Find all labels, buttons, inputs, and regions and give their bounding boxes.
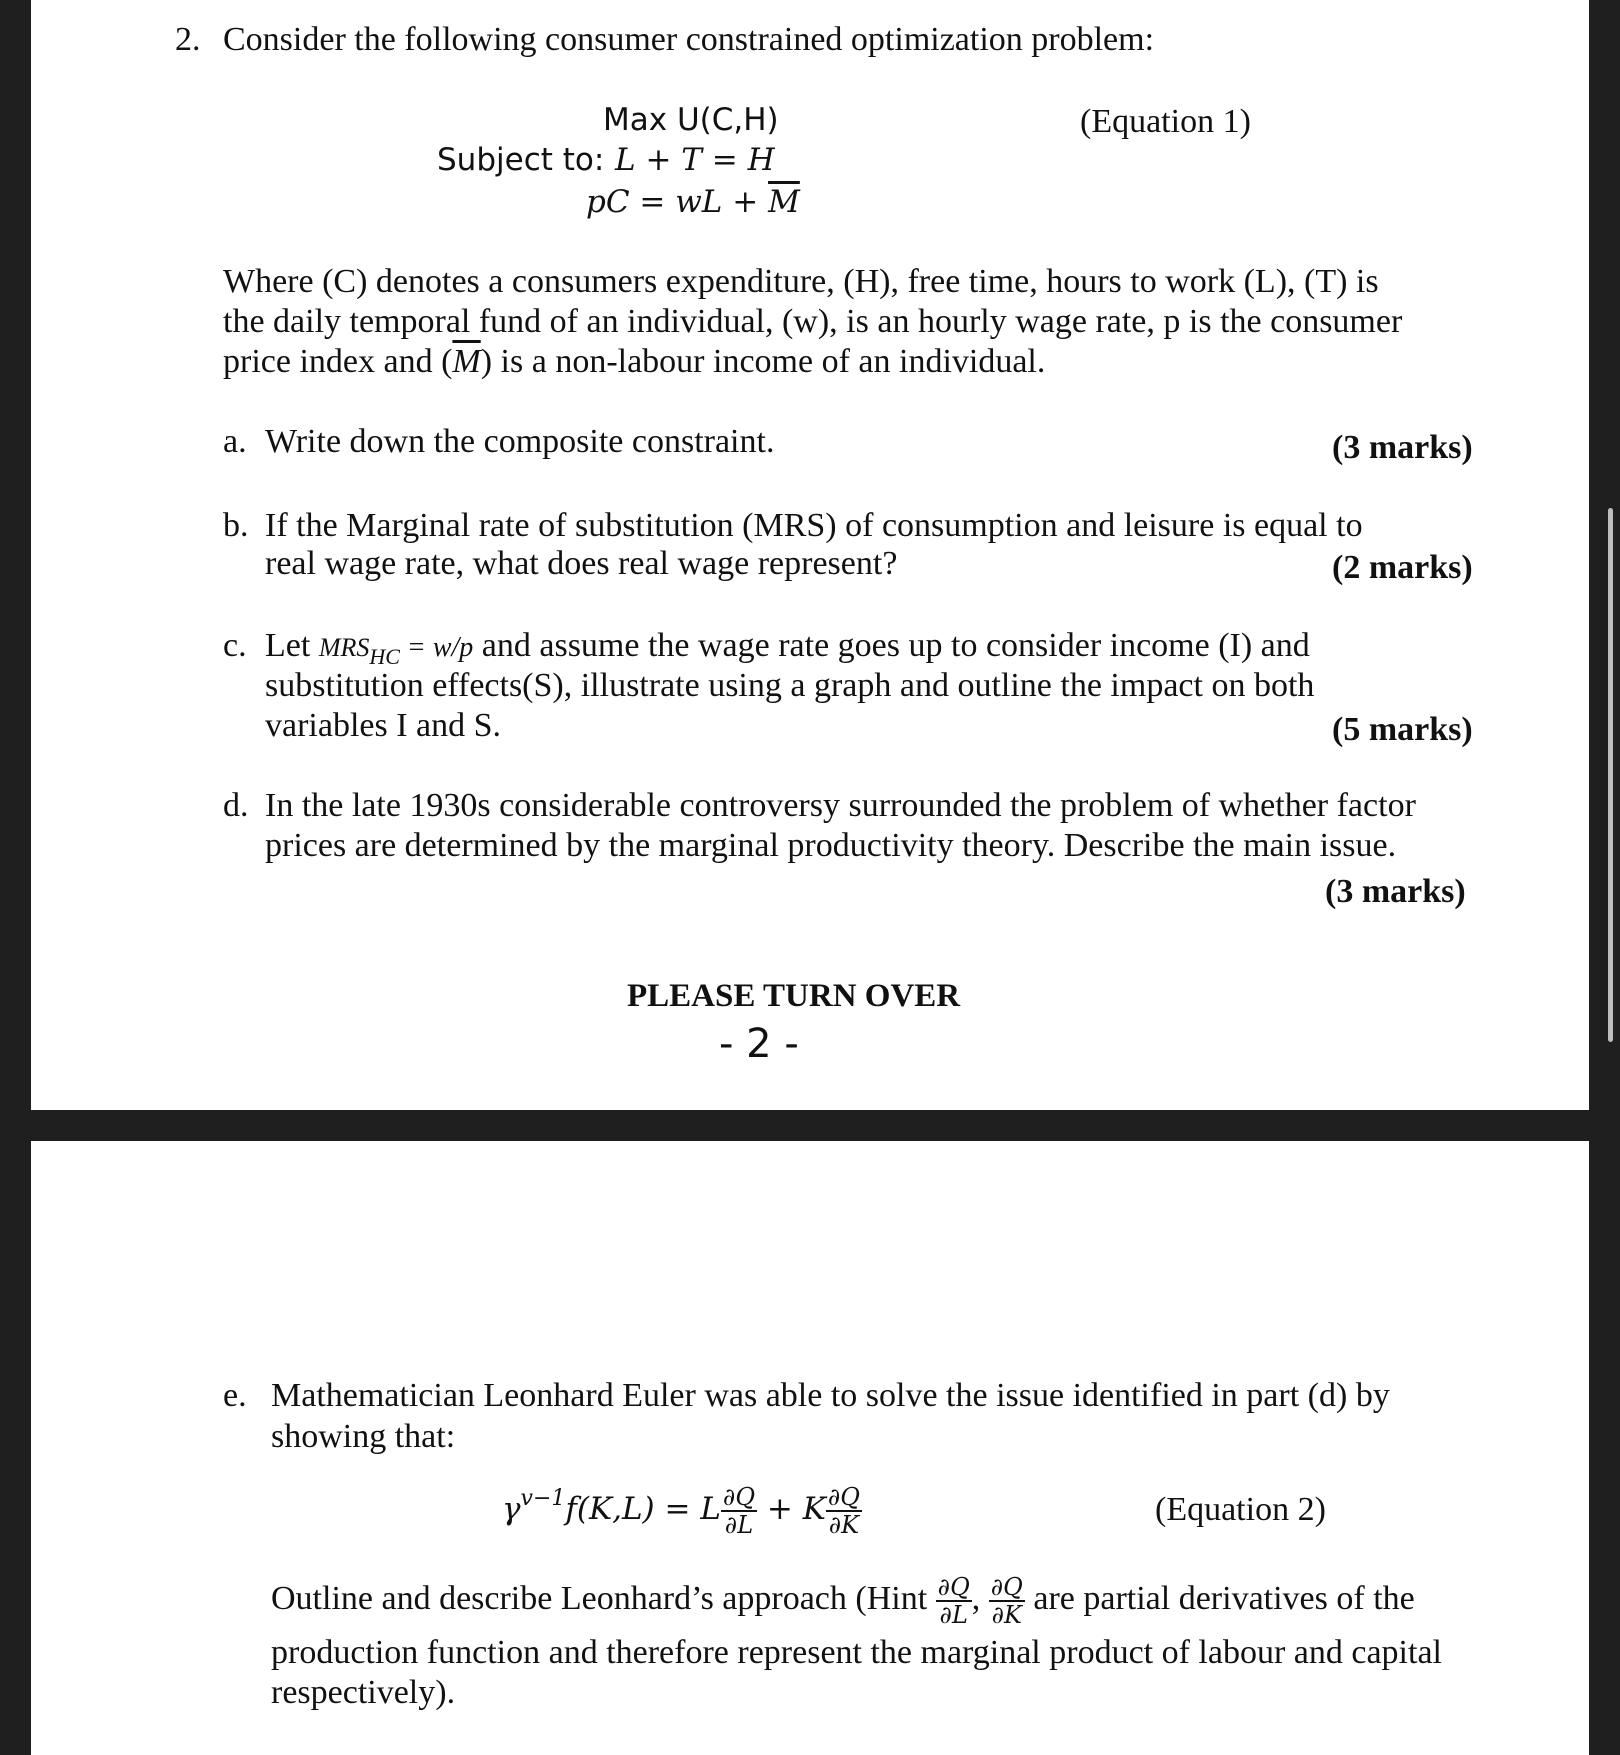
part-d-letter: d. [223, 787, 249, 824]
part-e-line-1: Mathematician Leonhard Euler was able to solve the issue identified in part (d) by [271, 1377, 1390, 1414]
constraint-time: L + T = H [615, 142, 775, 178]
part-e-outline-line: Outline and describe Leonhard’s approach (Hint $\frac{\partial Q}{\partial L}$ , $\frac{\partial Q}{\partial K}$ are partial derivatives of the [271, 1573, 1415, 1630]
part-a-text: Write down the composite constraint. [265, 423, 775, 460]
part-c-marks: (5 marks) [1332, 711, 1473, 748]
part-c-line-3: variables I and S. [265, 707, 502, 744]
page-number: - 2 - [719, 1021, 799, 1067]
definitions-line-2: the daily temporal fund of an individual, (w), is an hourly wage rate, p is the consumer [223, 303, 1403, 340]
part-e-line-2: showing that: [271, 1418, 456, 1455]
page-two [31, 1141, 1589, 1755]
definitions-line-1: Where (C) denotes a consumers expenditure, (H), free time, hours to work (L), (T) is [223, 263, 1379, 300]
equation-1-label: (Equation 1) [1080, 103, 1251, 140]
part-b-line-2: real wage rate, what does real wage represent? [265, 545, 898, 582]
please-turn-over: PLEASE TURN OVER [627, 978, 961, 1014]
euler-equation: $\gamma^{v-1}f(K,L) = L$ $\frac{\partial Q}{\partial L}$ + K $\frac{\partial Q}{\partial K}$ [502, 1482, 860, 1539]
part-c-line-1: Let $MRS_{HC} = w/p$ and assume the wage rate goes up to consider income (I) and [265, 627, 1310, 669]
part-e-line-4: production function and therefore represent the marginal product of labour and capital [271, 1634, 1442, 1671]
equation-2-label: (Equation 2) [1155, 1491, 1326, 1528]
hint-partial-l: $\frac{\partial Q}{\partial L}$ [937, 1573, 970, 1630]
part-e-letter: e. [223, 1377, 247, 1414]
part-c-letter: c. [223, 627, 247, 664]
hint-partial-k: $\frac{\partial Q}{\partial K}$ [990, 1573, 1023, 1630]
part-a-marks: (3 marks) [1332, 429, 1473, 466]
scrollbar-thumb[interactable] [1608, 508, 1613, 1042]
page-one [31, 0, 1589, 1110]
part-b-marks: (2 marks) [1332, 549, 1473, 586]
constraint-budget: pC = wL + $\overline{M}$ [586, 184, 800, 220]
part-c-line-2: substitution effects(S), illustrate using a graph and outline the impact on both [265, 667, 1315, 704]
subject-to-label: Subject to: [437, 142, 605, 178]
definitions-line-3: price index and $(\overline{M})$ is a non-labour income of an individual. [223, 343, 1046, 380]
question-intro: Consider the following consumer constrained optimization problem: [223, 21, 1155, 58]
part-d-line-2: prices are determined by the marginal productivity theory. Describe the main issue. [265, 827, 1397, 864]
part-b-letter: b. [223, 507, 249, 544]
partial-q-partial-l: $\frac{\partial Q}{\partial L}$ [722, 1482, 756, 1539]
question-number: 2. [175, 21, 201, 58]
objective-function: Max U(C,H) [603, 102, 779, 138]
part-d-marks: (3 marks) [1325, 873, 1466, 910]
part-a-letter: a. [223, 423, 247, 460]
partial-q-partial-k: $\frac{\partial Q}{\partial K}$ [827, 1482, 860, 1539]
part-b-line-1: If the Marginal rate of substitution (MRS) of consumption and leisure is equal to [265, 507, 1363, 544]
part-d-line-1: In the late 1930s considerable controversy surrounded the problem of whether factor [265, 787, 1416, 824]
part-e-line-5: respectively). [271, 1674, 456, 1711]
